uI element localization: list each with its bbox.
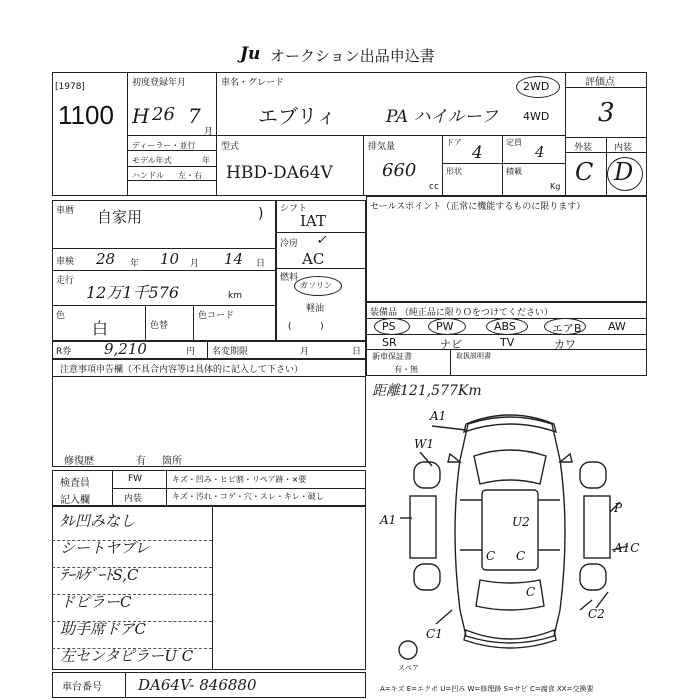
load-label: 積載: [506, 167, 522, 176]
equip-abs-circle: [486, 318, 528, 335]
wheel-fl: [414, 462, 440, 488]
label-a1-top: A1: [430, 409, 447, 423]
doors: 4: [472, 143, 483, 163]
year-tag: [1978]: [55, 82, 85, 92]
ac-label: 冷房: [280, 239, 299, 249]
exterior-grade: C: [575, 158, 594, 186]
displacement-unit: cc: [429, 182, 439, 192]
label-c-rear: C: [526, 585, 536, 599]
equip-pw: PW: [436, 320, 454, 333]
car-damage-diagram: [370, 400, 650, 672]
label-u2: U2: [512, 515, 530, 529]
spare-tire: [399, 641, 417, 659]
shaken-year-unit: 年: [130, 259, 140, 269]
mileage-unit: km: [228, 291, 242, 301]
load-unit: Kg: [550, 182, 561, 191]
mileage-value: 12万1千576: [86, 283, 180, 302]
fw-label: FW: [128, 474, 143, 484]
first-reg-label: 初度登録年月: [132, 78, 187, 88]
recycle-row: [52, 341, 366, 359]
equip-ps: PS: [382, 320, 396, 333]
car-grade: PA ハイルーフ: [386, 107, 498, 127]
remark-item: ﾀﾚ凹みなし: [60, 512, 136, 530]
displacement-label: 排気量: [368, 142, 396, 152]
recycle-label: R券: [56, 347, 72, 357]
equip-abs: ABS: [494, 320, 516, 333]
equip-pw-circle: [428, 318, 466, 335]
doors-label: ドア: [446, 138, 462, 147]
interior-insp-label: 内装: [124, 494, 143, 504]
drive-2wd: 2WD: [523, 80, 550, 93]
reg-month: 7: [188, 104, 201, 128]
shape-label: 形状: [446, 167, 462, 176]
equip-tv: TV: [500, 336, 515, 349]
windshield: [474, 450, 546, 484]
equip-airbag-circle: [544, 318, 586, 335]
ac-check: ✓: [316, 233, 327, 248]
remark-item: ドピラーC: [60, 593, 132, 611]
fuel-value: ガソリン: [300, 281, 332, 290]
equipment-label: 装備品 （純正品に限りＯをつけてください）: [370, 308, 553, 318]
shift-label: シフト: [280, 204, 308, 214]
label-w1: W1: [414, 437, 434, 451]
history-value: 自家用: [97, 208, 143, 226]
recycle-unit: 円: [186, 347, 196, 357]
side-panel-right: [584, 496, 610, 558]
equip-ps-circle: [374, 318, 410, 335]
history-paren: ): [258, 206, 264, 222]
interior-label: 内装: [614, 143, 633, 153]
interior-grade-circle: [607, 157, 643, 191]
color-label: 色: [56, 311, 66, 321]
wheel-rr: [580, 564, 606, 590]
color-code-label: 色コード: [198, 311, 235, 321]
remark-item: 助手席ドアC: [60, 620, 147, 638]
repair-value: 有: [136, 456, 146, 467]
shaken-day: 14: [224, 250, 244, 268]
lot-number: 1100: [58, 100, 114, 130]
reg-year: 26: [152, 104, 175, 125]
model-year-unit: 年: [202, 156, 210, 165]
manual-label: 取扱説明書: [456, 352, 491, 360]
car-name-label: 車名・グレード: [221, 78, 285, 88]
dealer-label: ディーラー・並行: [132, 141, 196, 150]
fuel-alt: 軽油: [306, 304, 325, 314]
notes-label: 注意事項申告欄（不具合内容等は具体的に記入して下さい）: [60, 365, 304, 375]
shaken-year: 28: [96, 250, 116, 268]
name-change-month: 月: [300, 347, 310, 357]
recycle-amount: 9,210: [104, 340, 147, 358]
label-c-right: C: [516, 549, 526, 563]
drive-4wd: 4WD: [523, 110, 550, 123]
label-spare: スペア: [398, 664, 419, 672]
header: [240, 44, 500, 66]
interior-grade: D: [614, 158, 634, 186]
damage-legend: A=キズ E=エクボ U=凹み W=修理跡 S=サビ C=腐食 XX=交換要: [380, 685, 594, 693]
ju-logo: Ju: [240, 44, 261, 64]
interior-items: キズ・汚れ・コゲ・穴・スレ・キレ・破し: [172, 492, 324, 501]
rating: 3: [598, 98, 615, 128]
color-value: 白: [92, 319, 109, 338]
rating-label: 評価点: [585, 77, 615, 88]
capacity: 4: [535, 143, 545, 161]
remark-item: 左センタピラーU C: [60, 647, 194, 665]
side-panel-left: [410, 496, 436, 558]
label-c-left: C: [486, 549, 496, 563]
label-ac: A1C: [614, 541, 640, 555]
mileage-label: 走行: [56, 276, 75, 286]
label-p: P: [614, 501, 623, 515]
repair-suffix: 箇所: [162, 456, 182, 467]
equip-navi: ナビ: [440, 338, 462, 351]
inspector-label: 検査員: [60, 478, 90, 489]
model-year-label: モデル年式: [132, 156, 172, 165]
shaken-month-unit: 月: [190, 259, 200, 269]
label-c1: C1: [426, 627, 443, 641]
warranty-options: 有・無: [394, 365, 418, 374]
equip-kawa: カワ: [554, 338, 576, 351]
shaken-day-unit: 日: [256, 259, 266, 269]
car-body-outline: [455, 417, 565, 643]
reg-era: H: [132, 104, 150, 128]
displacement: 660: [382, 160, 417, 181]
wheel-fr: [580, 462, 606, 488]
exterior-label: 外装: [574, 143, 593, 153]
handle-label: ハンドル: [132, 171, 164, 180]
fuel-label: 燃料: [280, 273, 299, 283]
label-a1-left: A1: [380, 513, 397, 527]
history-label: 車暦: [56, 206, 75, 216]
shift-value: IAT: [300, 212, 326, 230]
equip-sr: SR: [382, 336, 397, 349]
shaken-label: 車検: [56, 257, 75, 267]
record-label: 記入欄: [60, 495, 90, 506]
chassis-label: 車台番号: [62, 682, 102, 693]
name-change-label: 名変期限: [212, 347, 249, 357]
name-change-day: 日: [352, 347, 362, 357]
shaken-month: 10: [160, 250, 180, 268]
mileage-note: 距離121,577Km: [372, 383, 482, 399]
label-c2: C2: [588, 607, 605, 621]
handle-options: 左・右: [178, 171, 202, 180]
chassis-value: DA64V- 846880: [138, 676, 257, 694]
form-title: オークション出品申込書: [270, 47, 435, 65]
fuel-paren: ( ): [288, 322, 324, 332]
sales-point-label: セールスポイント（正常に機能するものに限ります）: [370, 202, 586, 212]
month-unit: 月: [204, 127, 214, 137]
fw-items: キズ・凹み・ヒビ割・リペア跡・×要: [172, 475, 307, 484]
repair-label: 修復歴: [64, 456, 94, 467]
type-label: 型式: [221, 142, 240, 152]
equip-airbag: エアB: [552, 322, 582, 335]
warranty-label: 新車保証書: [372, 352, 412, 361]
color-change-label: 色替: [150, 321, 169, 331]
wheel-rl: [414, 564, 440, 590]
equip-aw: AW: [608, 320, 626, 333]
ac-value: AC: [302, 250, 325, 268]
remark-item: ﾃｰﾙｹﾞｰﾄS,C: [60, 566, 139, 584]
type-value: HBD-DA64V: [226, 163, 333, 183]
capacity-label: 定員: [506, 138, 522, 147]
car-name: エブリィ: [258, 104, 337, 128]
remark-item: シートヤブレ: [60, 539, 150, 557]
